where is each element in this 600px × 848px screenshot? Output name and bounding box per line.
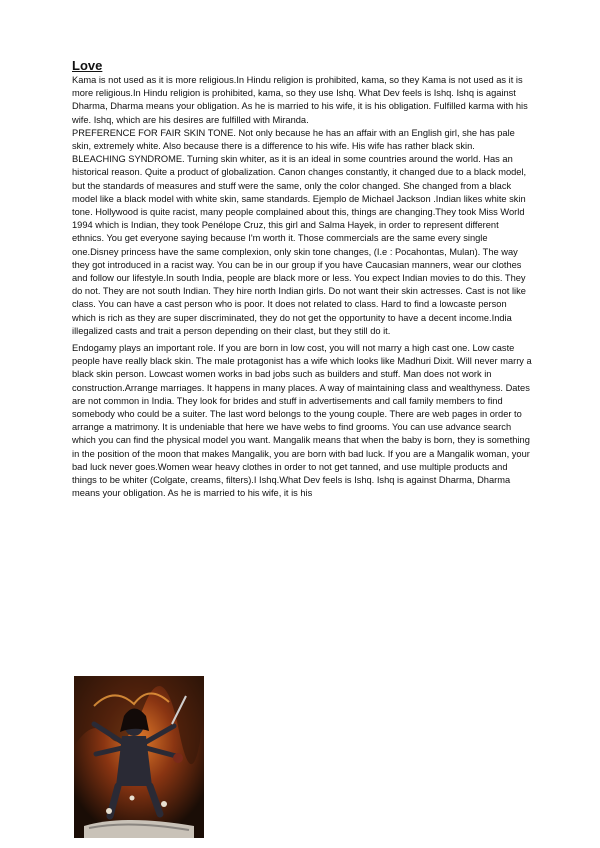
paragraph-endogamy: Endogamy plays an important role. If you are born in low cost, you will not marry a high cast one. Low caste people have really black skin. The male protagonist has a wife which looks like Madhuri Dixit. Will never marry a black skin person. Lowcast women works in bad jobs such as builders and stuff. Man does not work in construction.Arrange marriages. It happens in many places. A way of maintaining class and wealthyness. Dates are not common in India. They look for brides and stuff in advertisements and call family members to find somebody who could be a suiter. The last word belongs to the young couple. There are web pages in order to arrange a matrimony. It is undeniable that here we have webs to find grooms. You can use advance search which you can find the physical model you want. Mangalik means that when the baby is born, they is something in the position of the moon that makes Mangalik, you are born with bad luck. If you are a Mangalik woman, your bad luck never goes.Women wear heavy clothes in order to not get tanned, and use multiple products and things to be whiter (Colgate, creams, filters).I Ishq.What Dev feels is Ishq. Ishq is against Dharma, Dharma means your obligation. As he is married to his wife, it is his [72, 343, 532, 499]
document-body [72, 74, 532, 501]
paragraph-bleaching: BLEACHING SYNDROME. Turning skin whiter, as it is an ideal in some countries around the world. Has an historical reason. Quite a product of globalization. Canon changes constantly, it changed due to a black model, but the standards of measures and stuff were the same, only the color changed. She changed from a black model like a black model with white skin, same standards. Ejemplo de Michael Jackson .Indian likes white skin tone. Hollywood is quite racist, many people complained about this, things are changing.They took Miss World 1994 which is Indian, they took Penélope Cruz, this girl and Salma Hayek, in order to represent different ethnics. You get everyone saying because I'm worth it. Those commercials are the same every single one.Disney princess have the same complexion, only skin tone changes, (I.e : Pocahontas, Mulan). The way they got introduced in a racist way. You can be in our group if you have Caucasian manners, wear our clothes and follow our lifestyle.In south India, people are black more or less. You expect Indian movies to do this. They do not. They are not south Indian. They hire north Indian girls. Do not want their skin actresses. Cast is not like class. You can have a cast person who is poor. It does not related to class. Hard to find a lowcaste person which is rich as they are super discriminated, they do not get the opportunity to have a decent income.India illegalized casts and trait a person depending on their clast, but they still do it. [72, 154, 527, 336]
document-title: Love [72, 58, 103, 73]
paragraph-fair-skin: PREFERENCE FOR FAIR SKIN TONE. Not only because he has an affair with an English girl, she has pale skin, extremely white. Also because there is a difference to his wife. His wife has rather black skin. [72, 127, 515, 152]
kali-painting-image [74, 676, 204, 838]
paragraph-kama: Kama is not used as it is more religious.In Hindu religion is prohibited, kama, so they Kama is not used as it is more religious.In Hindu religion is prohibited, kama, so they use Ishq. What Dev feels is Ishq. Ishq is against Dharma, Dharma means your obligation. As he is married to his wife, it is his obligation. Fulfilled karma with his wife. Ishq, which are his desires are fulfilled with Miranda. [72, 75, 528, 125]
